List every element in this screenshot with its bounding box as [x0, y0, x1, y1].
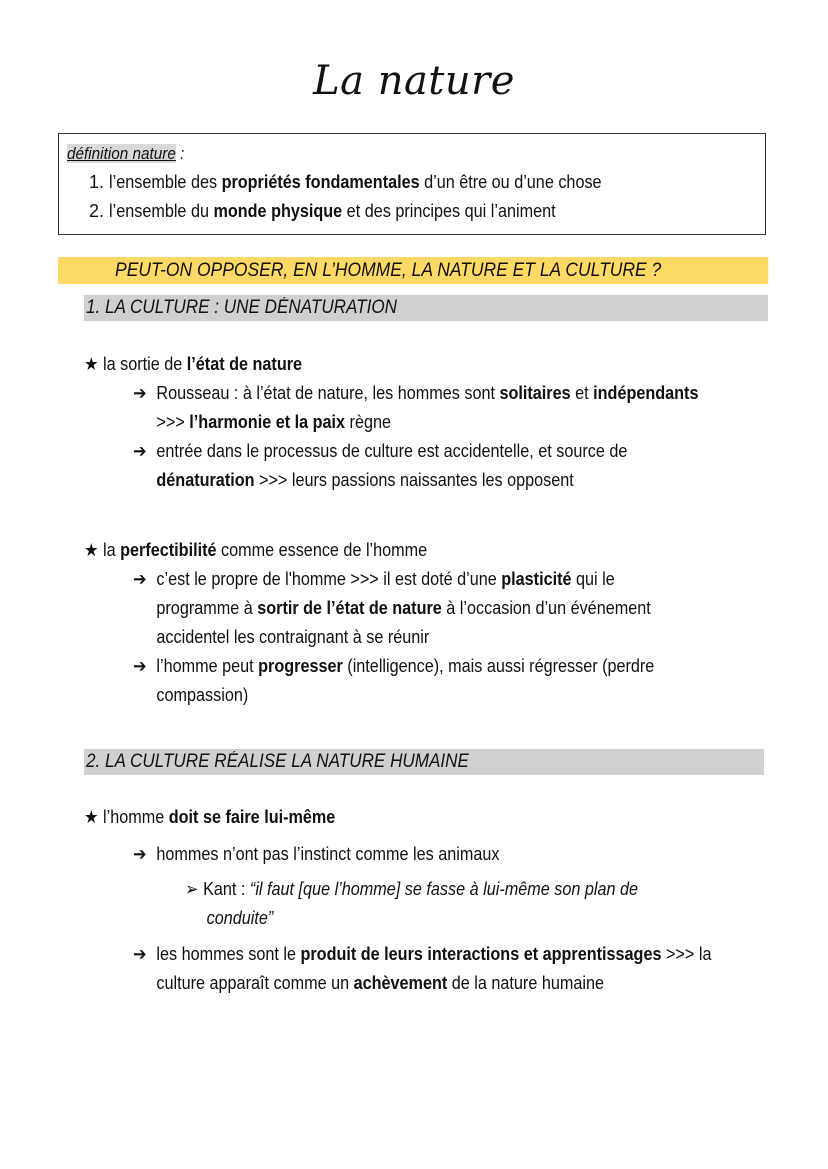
- arrow-point: ➔ Rousseau : à l’état de nature, les hommes sont solitaires et indépendants >>> l’harmonie et la paix règne: [133, 379, 773, 437]
- star-icon: ★: [84, 540, 99, 560]
- section-heading-1: 1. LA CULTURE : UNE DÉNATURATION: [84, 295, 768, 321]
- arrow-right-icon: ➔: [133, 441, 147, 461]
- arrow-right-icon: ➔: [133, 944, 147, 964]
- sub-point: ➢ Kant : “il faut [que l’homme] se fasse à lui-même son plan de conduite”: [185, 879, 639, 928]
- definition-label: définition nature :: [67, 144, 185, 163]
- main-question: PEUT-ON OPPOSER, EN L’HOMME, LA NATURE ET LA CULTURE ?: [58, 257, 768, 284]
- star-point: ★ la sortie de l’état de nature: [84, 354, 303, 374]
- star-icon: ★: [84, 354, 99, 374]
- definition-item: 2. l’ensemble du monde physique et des principes qui l’animent: [109, 197, 757, 226]
- arrow-right-icon: ➔: [133, 383, 147, 403]
- arrow-right-icon: ➔: [133, 844, 147, 864]
- section-heading-2: 2. LA CULTURE RÉALISE LA NATURE HUMAINE: [84, 749, 764, 775]
- star-point: ★ l’homme doit se faire lui-même: [84, 807, 336, 827]
- definition-item: 1. l’ensemble des propriétés fondamentales d’un être ou d’une chose: [109, 168, 757, 197]
- definition-box: [58, 133, 766, 235]
- star-point: ★ la perfectibilité comme essence de l’homme: [84, 540, 428, 560]
- arrow-right-icon: ➔: [133, 569, 147, 589]
- definition-list: [67, 168, 757, 226]
- star-icon: ★: [84, 807, 99, 827]
- arrow-point: ➔ entrée dans le processus de culture est accidentelle, et source de dénaturation >>> leurs passions naissantes les opposent: [133, 437, 773, 495]
- arrow-point: ➔ c’est le propre de l'homme >>> il est doté d’une plasticité qui le programme à sortir de l’état de nature à l’occasion d’un événement accidentel les contraignant à se réunir: [133, 565, 773, 652]
- arrow-point: ➔ les hommes sont le produit de leurs interactions et apprentissages >>> la culture apparaît comme un achèvement de la nature humaine: [133, 940, 773, 998]
- arrow-point: ➔ l’homme peut progresser (intelligence), mais aussi régresser (perdre compassion): [133, 652, 773, 710]
- arrow-right-icon: ➔: [133, 656, 147, 676]
- page-title: La nature: [313, 58, 515, 104]
- arrowhead-bullet-icon: ➢: [185, 879, 199, 899]
- arrow-point: ➔ hommes n’ont pas l’instinct comme les animaux: [133, 840, 773, 869]
